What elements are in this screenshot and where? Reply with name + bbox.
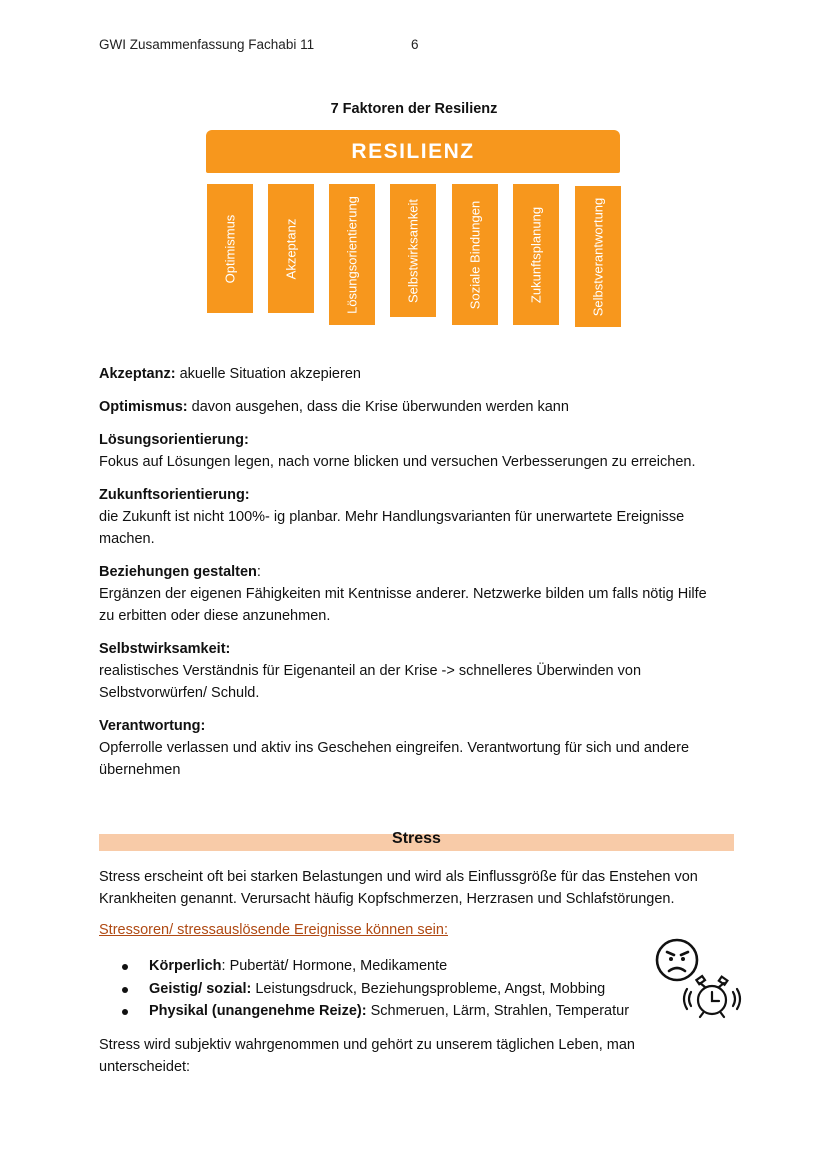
definition-text: die Zukunft ist nicht 100%- ig planbar. Mehr Handlungsvarianten für unerwartete Ereignisse machen. — [99, 509, 685, 547]
term: Beziehungen gestalten — [99, 564, 257, 580]
pillar-label: Zukunftsplanung — [528, 206, 544, 303]
document-header-title: GWI Zusammenfassung Fachabi 11 — [99, 37, 315, 52]
resilience-roof: RESILIENZ — [206, 130, 620, 173]
pillar-selbstwirksamkeit — [390, 184, 436, 317]
item-text: Schmeruen, Lärm, Strahlen, Temperatur — [366, 1003, 630, 1019]
term: Akzeptanz: — [99, 366, 176, 382]
pillar-selbstverantwortung — [575, 186, 621, 327]
pillar-akzeptanz — [268, 184, 314, 313]
list-item — [100, 955, 629, 978]
stressors-label: Stressoren/ stressauslösende Ereignisse können sein: — [99, 922, 448, 938]
figure-title: 7 Faktoren der Resilienz — [330, 101, 498, 117]
list-item — [100, 1000, 629, 1023]
stress-intro: Stress erscheint oft bei starken Belastungen und wird als Einflussgröße für das Enstehen von Krankheiten genannt. Verursacht häufig Kopfschmerzen, Herzrasen und Schlafstörungen. — [99, 869, 698, 907]
stress-icons — [650, 934, 750, 1024]
stressor-list — [100, 955, 629, 1023]
item-text: : Pubertät/ Hormone, Medikamente — [221, 958, 448, 974]
definition-text: Ergänzen der eigenen Fähigkeiten mit Kentnisse anderer. Netzwerke bilden um falls nötig Hilfe zu erbitten oder diese anzunehmen. — [99, 586, 707, 624]
definition-text: Opferrolle verlassen und aktiv ins Geschehen eingreifen. Verantwortung für sich und andere übernehmen — [99, 740, 690, 778]
pillar-label: Lösungsorientierung — [344, 195, 360, 314]
term: Physikal (unangenehme Reize): — [149, 1003, 367, 1019]
pillar-loesungsorientierung — [329, 184, 375, 325]
pillar-zukunftsplanung — [513, 184, 559, 325]
definition-selbstwirksamkeit — [99, 638, 699, 704]
term: Körperlich — [149, 958, 222, 974]
term: Selbstwirksamkeit: — [99, 641, 231, 657]
pillar-label: Selbstverantwortung — [590, 197, 606, 316]
stress-closing: Stress wird subjektiv wahrgenommen und gehört zu unserem täglichen Leben, man unterscheidet: — [99, 1037, 635, 1075]
definition-akzeptanz — [99, 363, 739, 385]
term: Zukunftsorientierung: — [99, 487, 250, 503]
definition-optimismus — [99, 396, 739, 418]
pillar-soziale-bindungen — [452, 184, 498, 325]
definition-beziehungen-gestalten — [99, 561, 709, 627]
ringing-alarm-clock-icon — [684, 976, 740, 1017]
page-number: 6 — [411, 37, 419, 52]
stress-heading: Stress — [392, 830, 441, 847]
pillar-label: Akzeptanz — [283, 218, 299, 279]
definition-text: akuelle Situation akzepieren — [175, 366, 361, 382]
stress-heading-band — [99, 830, 734, 851]
definition-zukunftsorientierung — [99, 484, 724, 550]
definition-text: Fokus auf Lösungen legen, nach vorne blicken und versuchen Verbesserungen zu erreichen. — [99, 454, 696, 470]
definition-text: davon ausgehen, dass die Krise überwunden werden kann — [187, 399, 569, 415]
term: Optimismus: — [99, 399, 188, 415]
pillar-optimismus — [207, 184, 253, 313]
term: Verantwortung: — [99, 718, 206, 734]
stressed-face-icon — [657, 940, 697, 980]
pillar-label: Soziale Bindungen — [467, 200, 483, 309]
pillar-label: Selbstwirksamkeit — [405, 198, 421, 303]
definition-text: realistisches Verständnis für Eigenanteil an der Krise -> schnelleres Überwinden von Selbstvorwürfen/ Schuld. — [99, 663, 642, 701]
definition-verantwortung — [99, 715, 729, 781]
item-text: Leistungsdruck, Beziehungsprobleme, Angst, Mobbing — [251, 980, 606, 997]
definition-loesungsorientierung — [99, 429, 739, 473]
term-colon: : — [256, 564, 261, 580]
term: Lösungsorientierung: — [99, 432, 249, 448]
term: Geistig/ sozial: — [149, 980, 252, 997]
pillar-label: Optimismus — [222, 214, 238, 283]
list-item — [100, 978, 629, 1001]
